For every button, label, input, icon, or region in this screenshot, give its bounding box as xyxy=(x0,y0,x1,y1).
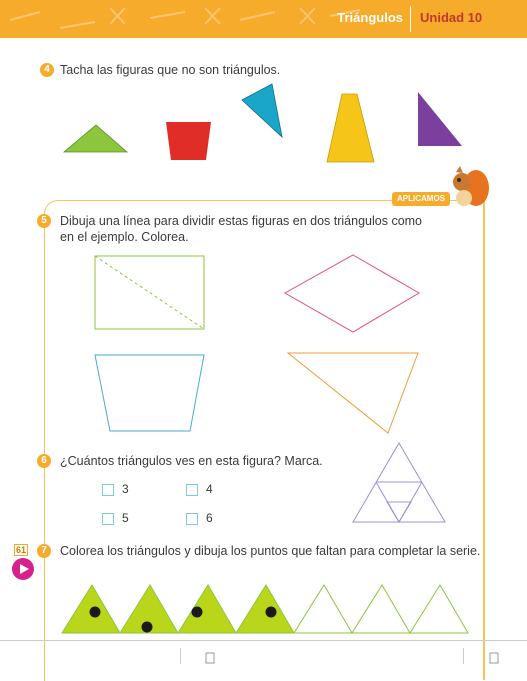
blue-trapezoid[interactable] xyxy=(95,355,204,431)
inner-triangle xyxy=(387,502,411,522)
header-bar xyxy=(0,0,527,38)
exercise-5-number: 5 xyxy=(37,214,51,228)
option-6-checkbox[interactable] xyxy=(186,513,198,525)
option-3-checkbox[interactable] xyxy=(102,484,114,496)
green-triangle[interactable] xyxy=(64,125,127,152)
series-dot-1 xyxy=(90,607,101,618)
header-unit: Unidad 10 xyxy=(420,10,483,25)
pink-rhombus[interactable] xyxy=(285,255,419,332)
exercise-5-instruction-line1: Dibuja una línea para dividir estas figuras en dos triángulos como xyxy=(60,214,423,228)
blue-triangle[interactable] xyxy=(242,84,282,137)
series-dot-2 xyxy=(142,622,153,633)
purple-triangle[interactable] xyxy=(418,92,462,146)
option-3-label: 3 xyxy=(122,482,129,496)
series-triangle-5[interactable] xyxy=(294,585,352,633)
exercise-4-instruction: Tacha las figuras que no son triángulos. xyxy=(60,63,281,77)
exercise-6-number: 6 xyxy=(37,454,51,468)
series-dot-4 xyxy=(266,607,277,618)
exercise-7-number: 7 xyxy=(37,544,51,558)
exercise-6-instruction: ¿Cuántos triángulos ves en esta figura? Marca. xyxy=(60,454,323,468)
option-6-label: 6 xyxy=(206,511,213,525)
page-bottom-divider xyxy=(0,640,527,641)
exercise-5-figures xyxy=(0,245,527,445)
series-dot-3 xyxy=(192,607,203,618)
series-triangle-7[interactable] xyxy=(410,585,468,633)
series-triangle-4[interactable] xyxy=(236,585,294,633)
option-5-checkbox[interactable] xyxy=(102,513,114,525)
exercise-7-series xyxy=(0,575,527,645)
page-icon-right xyxy=(488,652,500,664)
option-4-label: 4 xyxy=(206,482,213,496)
exercise-5-instruction-line2: en el ejemplo. Colorea. xyxy=(60,230,189,244)
exercise-4-figures xyxy=(0,80,527,170)
series-triangle-3[interactable] xyxy=(178,585,236,633)
footer-tick-right xyxy=(463,648,464,664)
squirrel-mascot-icon xyxy=(446,166,490,210)
series-triangle-6[interactable] xyxy=(352,585,410,633)
resource-badge: 61 xyxy=(16,545,27,555)
aplicamos-badge: APLICAMOS xyxy=(392,192,450,206)
exercise-4-number: 4 xyxy=(40,63,54,77)
page-icon-left xyxy=(204,652,216,664)
exercise-7-instruction: Colorea los triángulos y dibuja los puntos que faltan para completar la serie. xyxy=(60,544,481,558)
orange-triangle[interactable] xyxy=(288,353,418,433)
red-trapezoid[interactable] xyxy=(166,122,211,160)
yellow-trapezoid[interactable] xyxy=(327,94,374,162)
option-4-checkbox[interactable] xyxy=(186,484,198,496)
header-title: Triángulos xyxy=(337,10,403,25)
footer-tick-left xyxy=(180,648,181,664)
option-5-label: 5 xyxy=(122,511,129,525)
triangle-count-figure xyxy=(350,440,450,526)
example-diagonal-line xyxy=(95,256,204,329)
header-separator xyxy=(410,6,411,32)
